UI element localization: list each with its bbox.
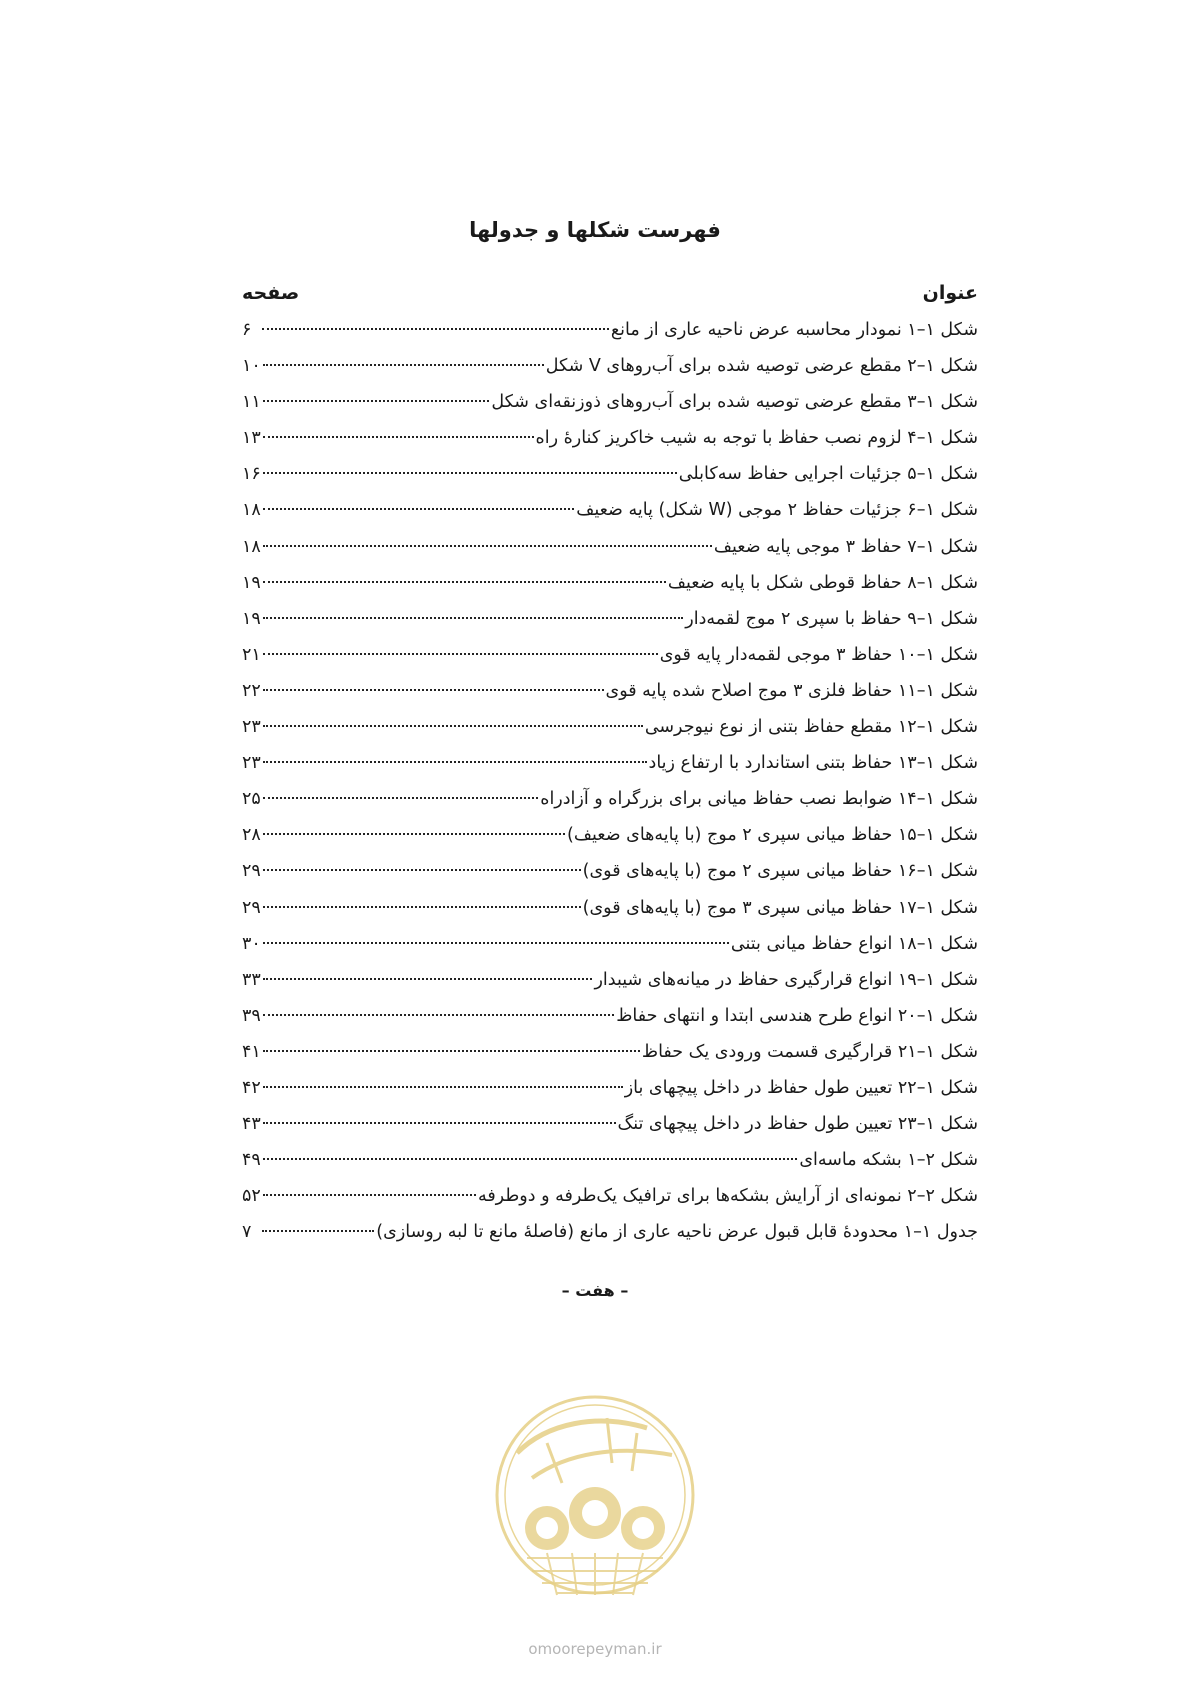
dot-leader [263,761,647,763]
toc-entry-label: شکل ۱–۱۶ حفاظ میانی سپری ۲ موج (با پایه‌های قوی) [582,861,978,882]
toc-row[interactable] [242,392,978,428]
toc-entry-page: ۳۳ [242,969,261,990]
toc-entry-page: ۲۳ [242,717,261,738]
dot-leader [262,1230,374,1232]
page-title: فهرست شکلها و جدولها [469,218,721,242]
toc-row[interactable] [242,1006,978,1042]
toc-entry-page: ۷ [242,1222,252,1243]
dot-leader [263,1050,640,1052]
toc-row[interactable] [242,500,978,536]
toc-entry-page: ۱۸ [242,536,261,557]
toc-entry-label: جدول ۱–۱ محدودۀ قابل قبول عرض ناحیه عاری از مانع (فاصلۀ مانع تا لبه روسازی) [376,1222,978,1243]
toc-entry-page: ۳۹ [242,1005,261,1026]
toc-row[interactable] [242,898,978,934]
toc-entry-page: ۲۱ [242,644,261,665]
dot-leader [263,978,593,980]
dot-leader [263,833,565,835]
toc-entry-page: ۴۱ [242,1041,261,1062]
dot-leader [263,689,604,691]
toc-entry-label: شکل ۱–۸ حفاظ قوطی شکل با پایه ضعیف [667,572,978,593]
toc-entry-page: ۱۹ [242,608,261,629]
toc-row[interactable] [242,645,978,681]
toc-entry-label: شکل ۱–۱ نمودار محاسبه عرض ناحیه عاری از مانع [610,320,978,340]
watermark-logo-icon [487,1383,703,1613]
column-header-page: صفحه [242,282,300,304]
dot-leader [263,472,677,474]
toc-row[interactable] [242,789,978,825]
dot-leader [263,400,490,402]
toc-entry-page: ۱۳ [242,428,261,449]
toc-row[interactable] [242,861,978,897]
toc-row[interactable] [242,1222,978,1258]
toc-entry-label: شکل ۱–۱۵ حفاظ میانی سپری ۲ موج (با پایه‌های ضعیف) [567,825,978,846]
toc-row[interactable] [242,681,978,717]
dot-leader [263,1158,798,1160]
dot-leader [262,328,609,330]
toc-row[interactable] [242,825,978,861]
toc-entry-page: ۲۹ [242,861,261,882]
toc-row[interactable] [242,1042,978,1078]
toc-entry-page: ۴۳ [242,1114,261,1135]
toc-entry-label: شکل ۲–۲ نمونه‌ای از آرایش بشکه‌ها برای ترافیک یک‌طرفه و دوطرفه [477,1186,978,1207]
dot-leader [263,942,729,944]
toc-row[interactable] [242,934,978,970]
toc-entry-label: شکل ۱–۹ حفاظ با سپری ۲ موج لقمه‌دار [685,608,978,629]
toc-row[interactable] [242,753,978,789]
dot-leader [263,364,544,366]
toc-entry-label: شکل ۱–۱۸ انواع حفاظ میانی بتنی [730,933,978,954]
toc-entry-page: ۳۰ [242,933,261,954]
toc-row[interactable] [242,537,978,573]
toc-entry-label: شکل ۱–۱۰ حفاظ ۳ موجی لقمه‌دار پایه قوی [659,644,978,665]
toc-entry-label: شکل ۱–۱۹ انواع قرارگیری حفاظ در میانه‌های شیبدار [594,969,978,990]
toc-entry-page: ۱۰ [242,356,261,377]
toc-row[interactable] [242,428,978,464]
toc-entry-label: شکل ۱–۱۱ حفاظ فلزی ۳ موج اصلاح شده پایه قوی [605,680,978,701]
toc-row[interactable] [242,1078,978,1114]
toc-entry-page: ۵۲ [242,1186,261,1207]
toc-entry-page: ۲۳ [242,753,261,774]
toc-entry-label: شکل ۱–۳ مقطع عرضی توصیه شده برای آب‌روهای ذوزنقه‌ای شکل [491,392,978,413]
toc-row[interactable] [242,464,978,500]
toc-entry-label: شکل ۱–۶ جزئیات حفاظ ۲ موجی (W شکل) پایه ضعیف [576,500,978,521]
toc-row[interactable] [242,1114,978,1150]
toc-row[interactable] [242,1150,978,1186]
toc-entry-label: شکل ۱–۲۱ قرارگیری قسمت ورودی یک حفاظ [641,1041,978,1062]
toc-row[interactable] [242,609,978,645]
dot-leader [263,653,658,655]
dot-leader [263,1086,623,1088]
toc-entry-label: شکل ۱–۱۷ حفاظ میانی سپری ۳ موج (با پایه‌های قوی) [582,897,978,918]
dot-leader [263,1194,476,1196]
toc-entry-label: شکل ۱–۲۳ تعیین طول حفاظ در داخل پیچهای تنگ [617,1114,978,1135]
toc-entry-label: شکل ۲–۱ بشکه ماسه‌ای [799,1150,978,1171]
toc-entry-page: ۶ [242,320,252,340]
dot-leader [263,1122,616,1124]
toc-entry-page: ۲۸ [242,825,261,846]
toc-entry-page: ۱۶ [242,464,261,485]
toc-entry-page: ۲۲ [242,680,261,701]
toc-entry-page: ۱۱ [242,392,261,413]
toc-entry-label: شکل ۱–۵ جزئیات اجرایی حفاظ سه‌کابلی [678,464,978,485]
toc-entry-page: ۴۲ [242,1077,261,1098]
dot-leader [263,545,712,547]
dot-leader [263,725,643,727]
toc-entry-label: شکل ۱–۴ لزوم نصب حفاظ با توجه به شیب خاکریز کنارۀ راه [535,428,978,449]
toc-row[interactable] [242,320,978,356]
toc-entry-page: ۱۸ [242,500,261,521]
toc-row[interactable] [242,573,978,609]
column-header-title: عنوان [922,282,978,304]
toc-row[interactable] [242,717,978,753]
toc-entry-label: شکل ۱–۲ مقطع عرضی توصیه شده برای آب‌روهای V شکل [545,356,978,377]
dot-leader [263,869,581,871]
dot-leader [263,617,683,619]
dot-leader [263,1014,614,1016]
dot-leader [263,508,574,510]
dot-leader [263,797,538,799]
toc-entry-page: ۲۵ [242,789,261,810]
page-number-footer: – هفت – [561,1281,629,1300]
toc-entry-label: شکل ۱–۱۴ ضوابط نصب حفاظ میانی برای بزرگراه و آزادراه [540,789,978,810]
dot-leader [263,906,581,908]
dot-leader [263,436,534,438]
toc-entry-label: شکل ۱–۲۲ تعیین طول حفاظ در داخل پیچهای باز [624,1077,978,1098]
table-of-contents [242,320,978,1258]
toc-entry-label: شکل ۱–۷ حفاظ ۳ موجی پایه ضعیف [713,536,978,557]
dot-leader [263,581,666,583]
toc-entry-page: ۲۹ [242,897,261,918]
toc-entry-page: ۴۹ [242,1150,261,1171]
toc-row[interactable] [242,356,978,392]
watermark-logo [487,1383,703,1613]
toc-entry-label: شکل ۱–۱۲ مقطع حفاظ بتنی از نوع نیوجرسی [644,717,978,738]
toc-entry-label: شکل ۱–۲۰ انواع طرح هندسی ابتدا و انتهای حفاظ [616,1005,978,1026]
site-url[interactable]: omoorepeyman.ir [528,1640,662,1658]
toc-row[interactable] [242,1186,978,1222]
toc-entry-page: ۱۹ [242,572,261,593]
toc-row[interactable] [242,970,978,1006]
toc-entry-label: شکل ۱–۱۳ حفاظ بتنی استاندارد با ارتفاع زیاد [648,753,978,774]
